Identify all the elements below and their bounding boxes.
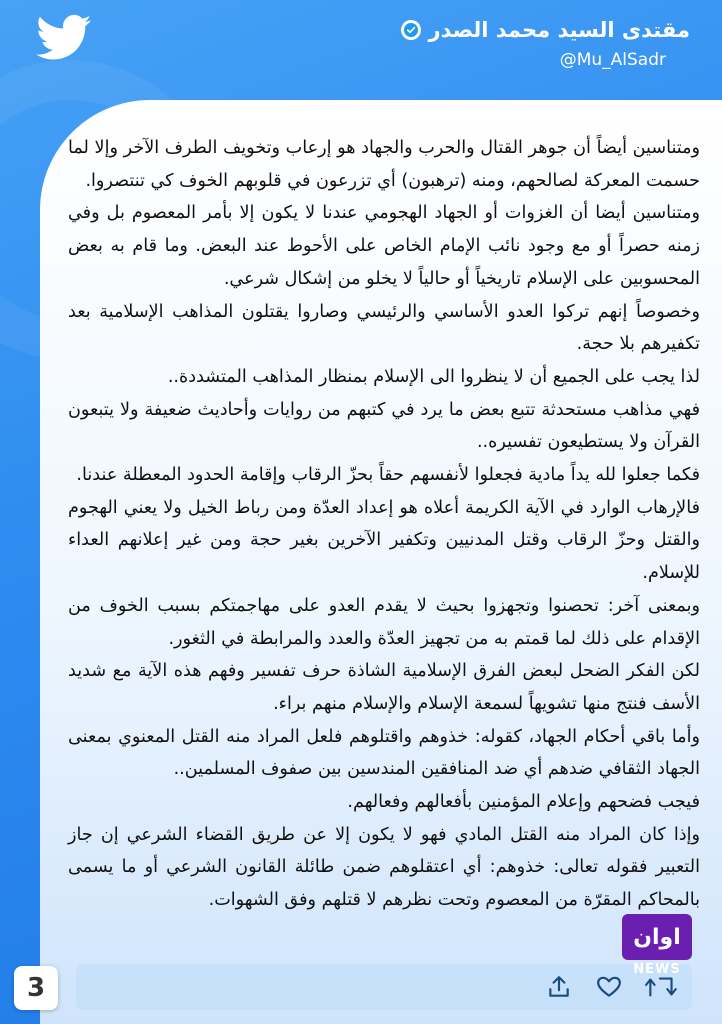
tweet-action-bar [76,964,692,1010]
page-number-badge [14,966,58,1010]
account-name[interactable] [401,18,691,42]
twitter-bird-icon[interactable] [36,14,92,62]
paragraph: فهي مذاهب مستحدثة تتبع بعض ما يرد في كتبهم من روايات وأحاديث ضعيفة ولا يتبعون القرآن ولا يستطيعون تفسيره.. [68,399,700,453]
paragraph: فيجب فضحهم وإعلام المؤمنين بأفعالهم وفعالهم. [347,792,700,813]
tweet-card [40,100,722,1024]
tweet-header [0,0,722,90]
page-number: 3 [26,973,46,1003]
tweet-body [68,132,700,917]
account-name-text: مقتدى السيد محمد الصدر [428,18,690,42]
logo-box [622,914,692,960]
logo-text: اوان [633,924,681,950]
paragraph: وإذا كان المراد منه القتل المادي فهو لا يكون إلا عن طريق القضاء الشرعي إن جاز التعبير فقوله تعالى: خذوهم: أي اعتقلوهم ضمن طائلة القانون الشرعي أو ما يسمى بالمحاكم المقرّة من المعصوم وتحت نظرهم لا قتلهم وفق الشهوات. [68,824,700,911]
paragraph: فكما جعلوا لله يداً مادية فجعلوا لأنفسهم حقاً بحزّ الرقاب وإقامة الحدود المعطلة عندنا. [76,465,700,486]
share-icon[interactable] [546,974,572,1000]
paragraph: ومتناسين أيضا أن الغزوات أو الجهاد الهجومي عندنا لا يكون إلا بأمر المعصوم بل وفي زمنه حصراً أو مع وجود نائب الإمام الخاص على الأحوط عند البعض. وما قام به بعض المحسوبين على الإسلام تاريخياً أو حالياً لا يخلو من إشكال شرعي. [68,203,700,289]
paragraph: لكن الفكر الضحل لبعض الفرق الإسلامية الشاذة حرف تفسير وفهم هذه الآية مع شديد الأسف فنتج منها تشويهاً لسمعة الإسلام والإسلام منهم براء. [68,661,700,714]
like-heart-icon[interactable] [596,974,622,1000]
paragraph: وبمعنى آخر: تحصنوا وتجهزوا بحيث لا يقدم العدو على مهاجمتكم بسبب الخوف من الإقدام على ذلك لما قمتم به من تجهيز العدّة والعدد والمرابطة في الثغور. [68,595,700,649]
awan-news-logo [622,914,694,984]
verified-badge-icon [401,20,421,40]
account-handle[interactable]: @Mu_AlSadr [559,50,666,70]
paragraph: وخصوصاً إنهم تركوا العدو الأساسي والرئيسي وصاروا يقتلون المذاهب الإسلامية بعد تكفيرهم بلا حجة. [68,301,700,355]
paragraph: لذا يجب على الجميع أن لا ينظروا الى الإسلام بمنظار المذاهب المتشددة.. [167,366,700,387]
paragraph: فالإرهاب الوارد في الآية الكريمة أعلاه هو إعداد العدّة ومن رباط الخيل ولا يعني الهجوم والقتل وحزّ الرقاب وقتل المدنيين وتكفير الآخرين بغير حجة ومن غير إعلانهم العداء للإسلام. [68,497,700,584]
paragraph: ومتناسين أيضاً أن جوهر القتال والحرب والجهاد هو إرعاب وتخويف الطرف الآخر وإلا لما حسمت المعركة لصالحهم، ومنه (ترهبون) أي تزرعون في قلوبهم الخوف كي تنتصروا. [68,138,700,191]
logo-news-label: NEWS [633,962,681,977]
paragraph: وأما باقي أحكام الجهاد، كقوله: خذوهم واقتلوهم فلعل المراد منه القتل المعنوي بمعنى الجهاد الثقافي ضدهم أي ضد المنافقين المندسين بين صفوف المسلمين.. [68,726,700,780]
